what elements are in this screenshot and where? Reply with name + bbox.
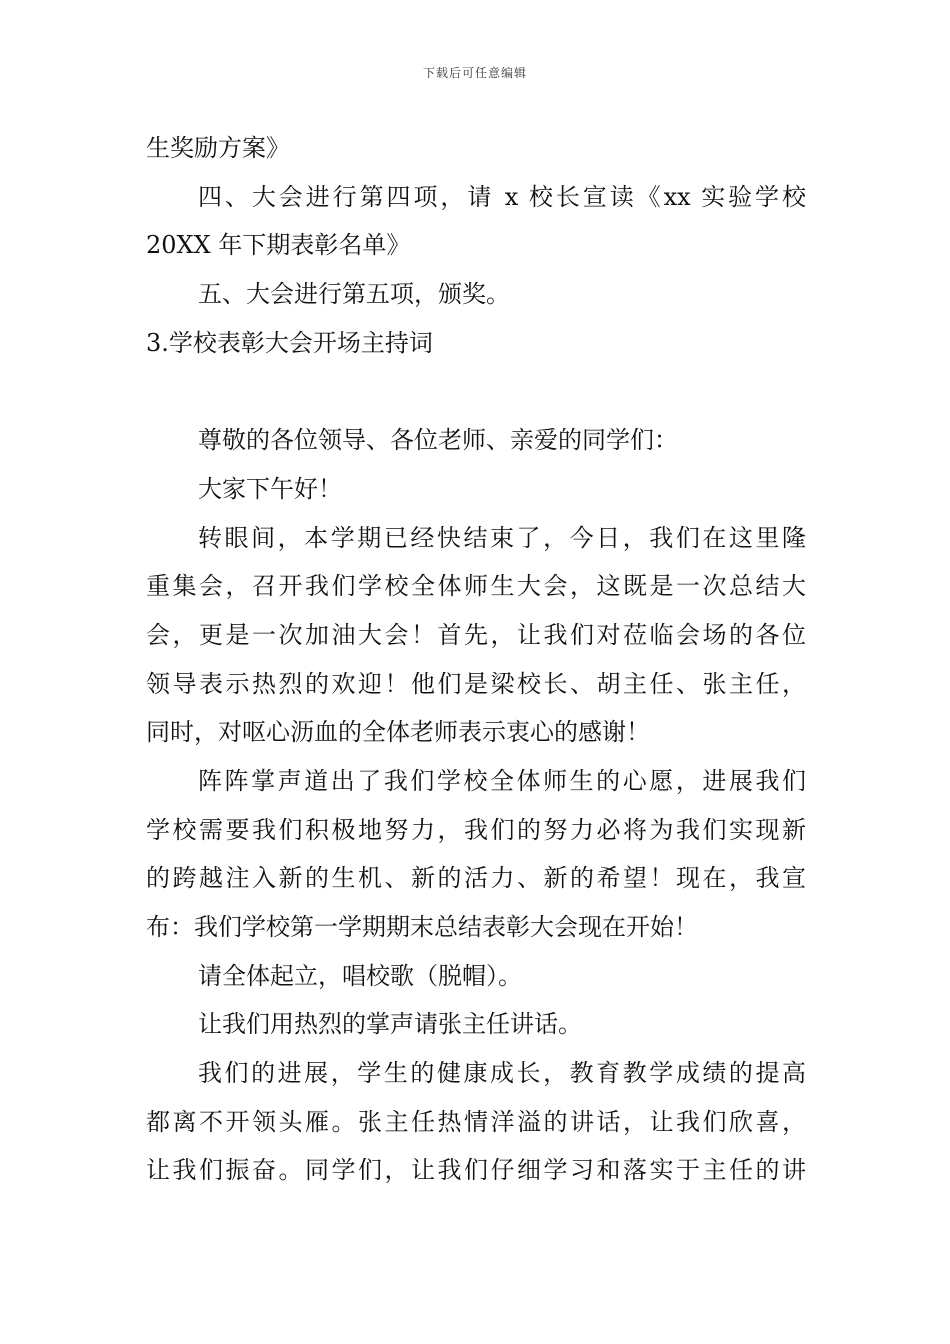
text-line: 阵阵掌声道出了我们学校全体师生的心愿，进展我们 (198, 766, 806, 795)
page-header-note: 下载后可任意编辑 (422, 66, 527, 80)
text-line: 尊敬的各位领导、各位老师、亲爱的同学们： (198, 426, 678, 455)
text-line: 学校需要我们积极地努力，我们的努力必将为我们实现新 (146, 815, 806, 844)
text-line: 五、大会进行第五项，颁奖。 (198, 280, 510, 309)
section-heading: 3.学校表彰大会开场主持词 (146, 328, 433, 357)
text-line: 同时，对呕心沥血的全体老师表示衷心的感谢！ (146, 718, 650, 747)
text-line: 大家下午好！ (198, 474, 342, 503)
text-line: 会，更是一次加油大会！首先，让我们对莅临会场的各位 (146, 620, 806, 649)
text-line: 领导表示热烈的欢迎！他们是梁校长、胡主任、张主任， (146, 669, 806, 698)
text-line: 我们的进展，学生的健康成长，教育教学成绩的提高 (198, 1059, 806, 1088)
text-line: 让我们振奋。同学们，让我们仔细学习和落实于主任的讲 (146, 1156, 806, 1185)
text-line: 重集会，召开我们学校全体师生大会，这既是一次总结大 (146, 572, 806, 601)
text-line: 的跨越注入新的生机、新的活力、新的希望！现在，我宣 (146, 864, 806, 893)
text-line: 转眼间，本学期已经快结束了，今日，我们在这里隆 (198, 523, 806, 552)
text-line: 四、大会进行第四项，请 x 校长宣读《xx 实验学校 (198, 182, 806, 211)
text-line: 布：我们学校第一学期期末总结表彰大会现在开始！ (146, 913, 698, 941)
blank-line (146, 367, 806, 416)
text-line: 都离不开领头雁。张主任热情洋溢的讲话，让我们欣喜， (146, 1107, 806, 1136)
text-line: 让我们用热烈的掌声请张主任讲话。 (198, 1010, 582, 1039)
text-line: 生奖励方案》 (146, 134, 290, 162)
document-body (146, 124, 806, 1195)
text-line: 请全体起立，唱校歌（脱帽）。 (198, 961, 522, 990)
text-line: 20XX 年下期表彰名单》 (146, 231, 411, 260)
